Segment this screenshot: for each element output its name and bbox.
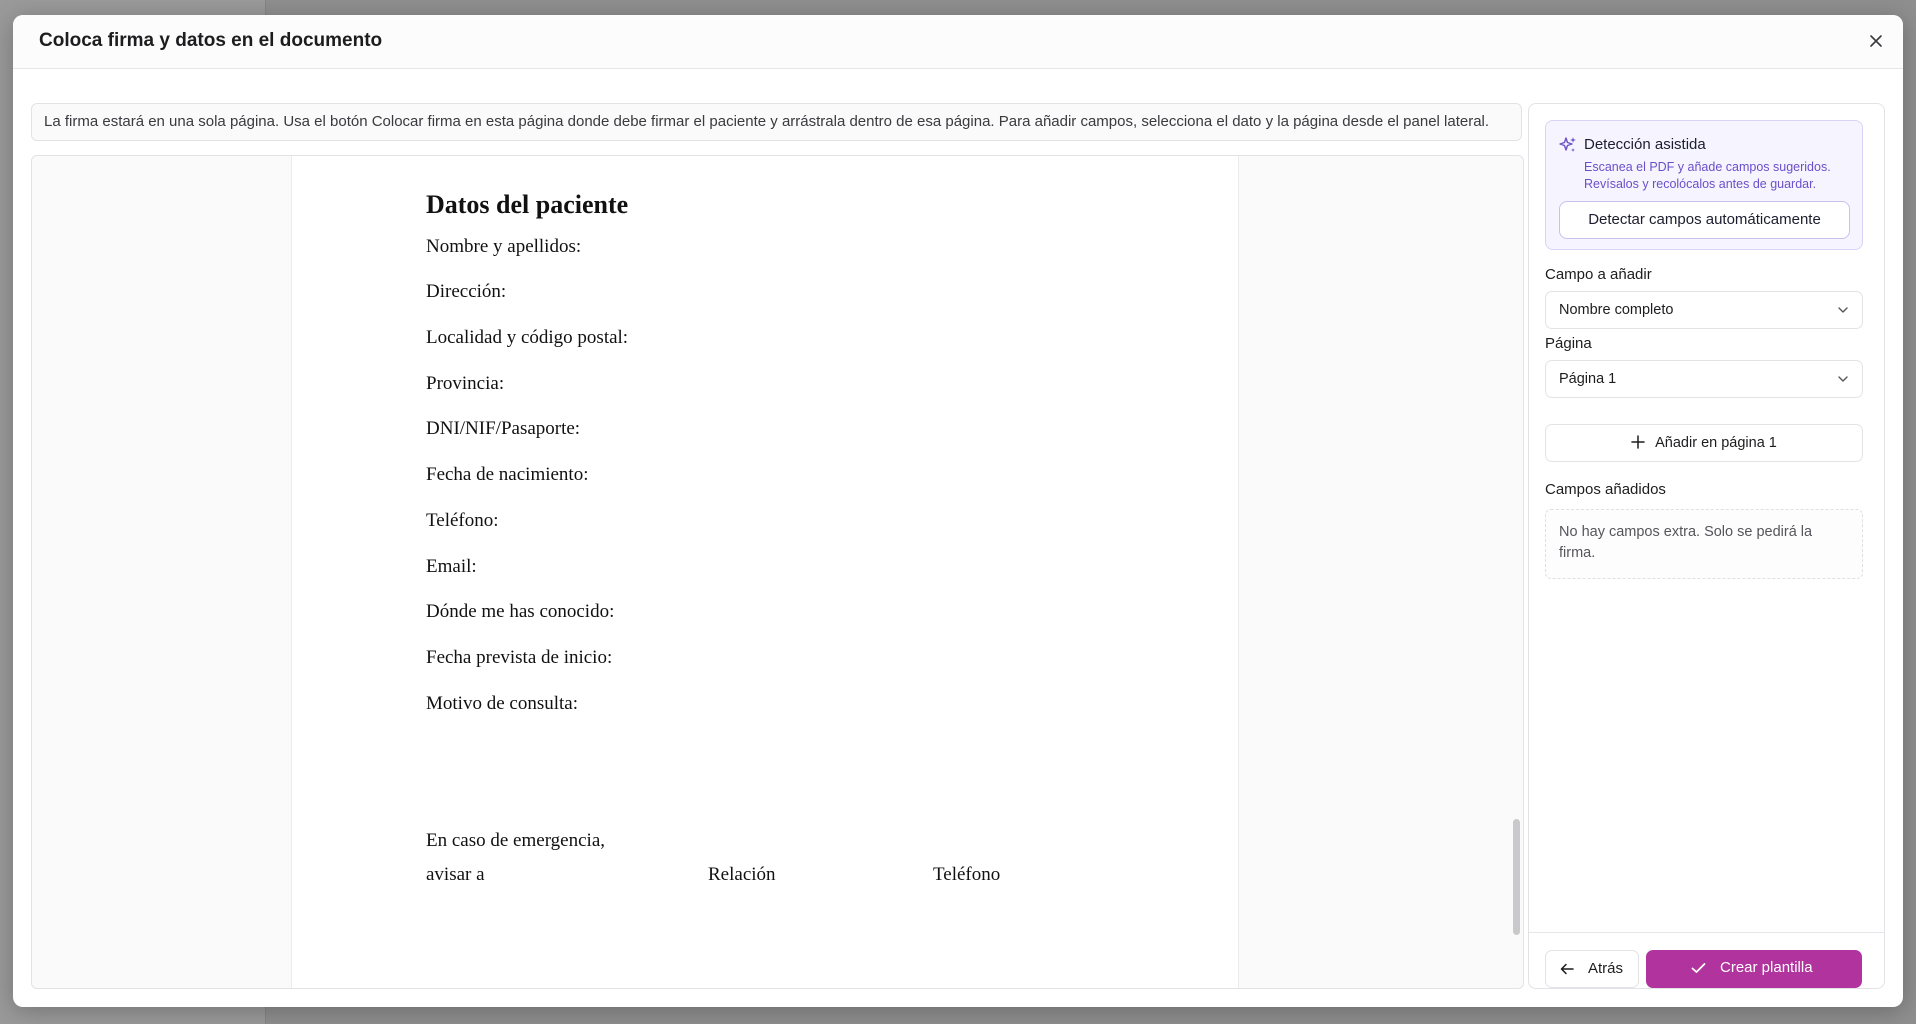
document-title: Datos del paciente xyxy=(426,190,629,219)
modal-header xyxy=(13,15,1903,69)
assisted-detection-card xyxy=(1545,120,1863,250)
assist-description: Escanea el PDF y añade campos sugeridos. Revísalos y recolócalos antes de guardar. xyxy=(1584,160,1831,191)
page-value: Página 1 xyxy=(1559,371,1617,387)
add-field-label: Añadir en página 1 xyxy=(1655,435,1777,451)
close-icon[interactable] xyxy=(1867,32,1885,50)
document-field-label: Provincia: xyxy=(426,373,505,394)
field-to-add-value: Nombre completo xyxy=(1559,302,1674,318)
document-field-label: Fecha prevista de inicio: xyxy=(426,647,613,668)
document-field-label: Localidad y código postal: xyxy=(426,327,629,348)
document-field-label: Nombre y apellidos: xyxy=(426,236,582,257)
chevron-down-icon xyxy=(1837,305,1849,315)
create-template-label: Crear plantilla xyxy=(1720,959,1813,976)
back-button[interactable] xyxy=(1545,950,1639,988)
document-field-label: Email: xyxy=(426,556,477,577)
back-button-label: Atrás xyxy=(1588,960,1624,977)
document-field-label: Fecha de nacimiento: xyxy=(426,464,589,485)
page-label: Página xyxy=(1545,335,1592,352)
info-banner: La firma estará en una sola página. Usa el botón Colocar firma en esta página donde debe firmar el paciente y arrástrala dentro de esa página. Para añadir campos, selecciona el dato y la página desde el panel lateral. xyxy=(31,103,1522,141)
modal-title: Coloca firma y datos en el documento xyxy=(39,30,383,51)
phone-label: Teléfono xyxy=(933,864,1001,885)
page-select[interactable] xyxy=(1545,360,1863,398)
detect-fields-button[interactable]: Detectar campos automáticamente xyxy=(1559,201,1850,239)
plus-icon xyxy=(1631,435,1645,449)
added-fields-label: Campos añadidos xyxy=(1545,481,1666,498)
field-to-add-label: Campo a añadir xyxy=(1545,266,1652,283)
add-field-button[interactable] xyxy=(1545,424,1863,462)
document-field-label: DNI/NIF/Pasaporte: xyxy=(426,418,581,439)
document-field-label: Teléfono: xyxy=(426,510,499,531)
pdf-viewer[interactable] xyxy=(31,155,1524,989)
relation-label: Relación xyxy=(708,864,776,885)
create-template-button[interactable] xyxy=(1646,950,1862,988)
footer-divider xyxy=(1529,932,1884,933)
sparkle-icon xyxy=(1558,135,1578,155)
chevron-down-icon xyxy=(1837,374,1849,384)
document-field-label: Dirección: xyxy=(426,281,507,302)
document-field-label: Dónde me has conocido: xyxy=(426,601,615,622)
emergency-line-1: En caso de emergencia, xyxy=(426,830,606,851)
assist-title: Detección asistida xyxy=(1584,136,1706,153)
signature-modal xyxy=(13,15,1903,1007)
pdf-page[interactable] xyxy=(291,156,1239,989)
arrow-left-icon xyxy=(1560,963,1574,975)
field-to-add-select[interactable] xyxy=(1545,291,1863,329)
document-field-label: Motivo de consulta: xyxy=(426,693,578,714)
scrollbar-thumb[interactable] xyxy=(1513,819,1520,935)
added-fields-empty-state: No hay campos extra. Solo se pedirá la firma. xyxy=(1545,509,1863,579)
side-panel xyxy=(1528,103,1885,989)
check-icon xyxy=(1691,962,1706,974)
emergency-line-2: avisar a xyxy=(426,864,485,885)
